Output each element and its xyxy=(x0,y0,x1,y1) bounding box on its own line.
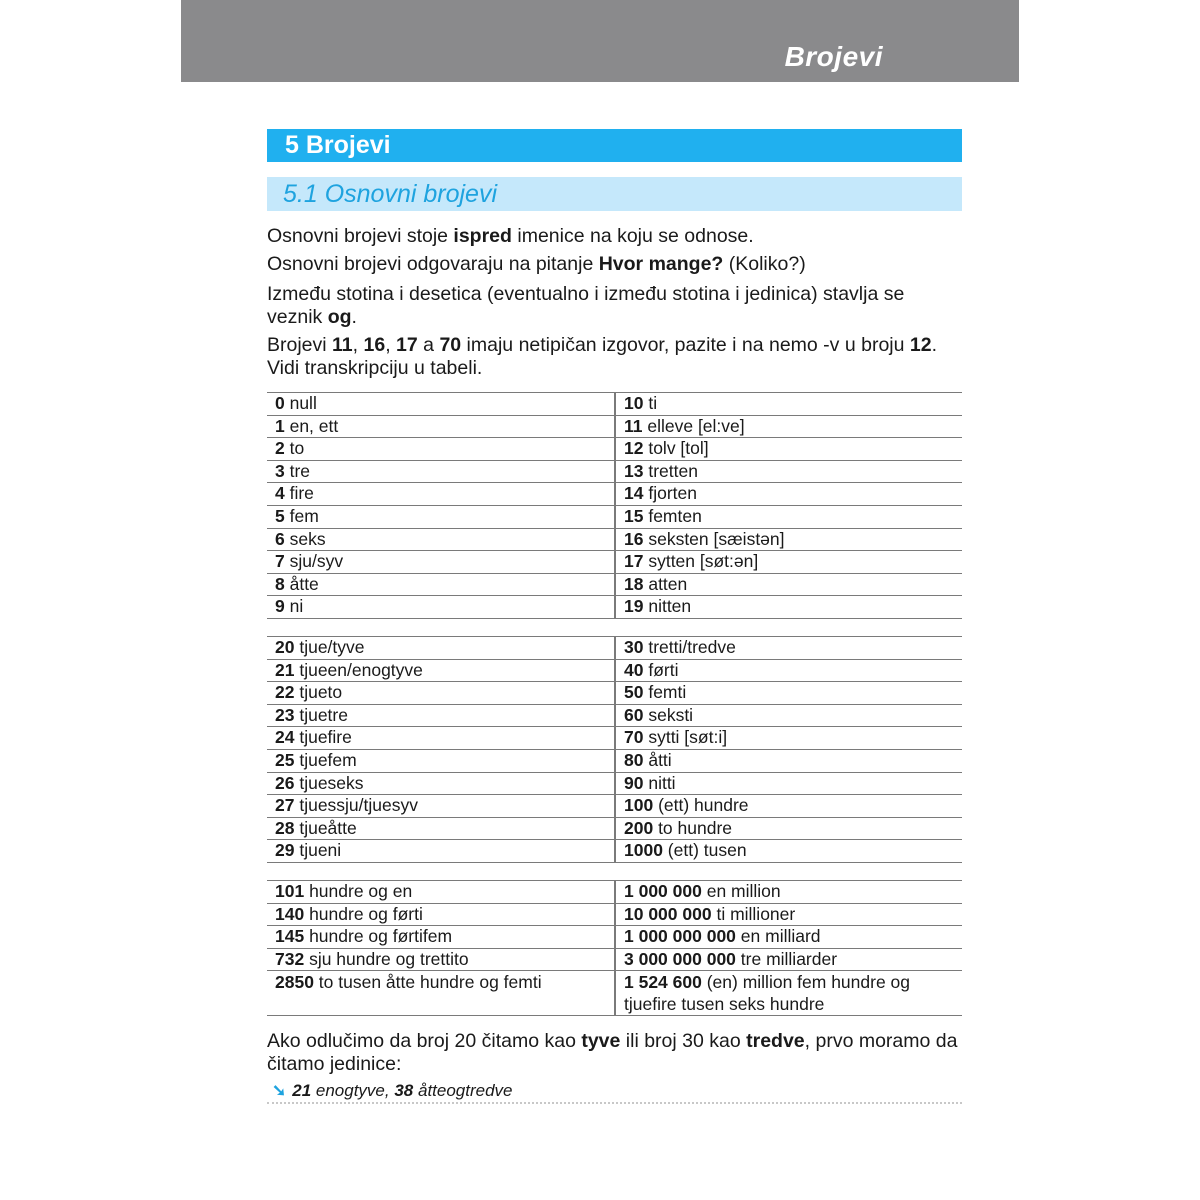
number-digits: 18 xyxy=(624,573,644,594)
number-digits: 12 xyxy=(624,438,644,459)
chapter-heading xyxy=(267,129,962,162)
number-word: hundre og førtifem xyxy=(304,926,453,947)
table-cell xyxy=(267,749,615,772)
table-row xyxy=(267,926,962,949)
numbers-table-20-1000 xyxy=(267,636,962,863)
number-word: sytti [søt:i] xyxy=(643,727,728,748)
number-digits: 8 xyxy=(275,573,285,594)
number-word: tjueto xyxy=(294,682,343,703)
number-digits: 7 xyxy=(275,551,285,572)
table-row xyxy=(267,682,962,705)
numbers-table-0-19 xyxy=(267,392,962,619)
table-cell xyxy=(615,573,962,596)
table-row xyxy=(267,727,962,750)
number-digits: 3 xyxy=(275,460,285,481)
number-digits: 11 xyxy=(624,415,643,436)
number-word: (en) million fem hundre og tjuefire tusen seks hundre xyxy=(624,972,911,1015)
paragraph-4: Brojevi 11, 16, 17 a 70 imaju netipičan izgovor, pazite i na nemo -v u broju 12. Vidi transkripciju u tabeli. xyxy=(267,334,938,379)
number-word: tjueåtte xyxy=(294,817,357,838)
number-digits: 1 524 600 xyxy=(624,972,702,993)
number-word: atten xyxy=(643,573,688,594)
table-row xyxy=(267,505,962,528)
number-digits: 22 xyxy=(275,682,295,703)
table-cell xyxy=(267,505,615,528)
number-word: tjuetre xyxy=(294,704,348,725)
number-digits: 1 000 000 000 xyxy=(624,926,736,947)
table-cell xyxy=(267,795,615,818)
table-cell xyxy=(267,659,615,682)
number-word: åtti xyxy=(643,749,672,770)
number-digits: 140 xyxy=(275,903,305,924)
table-cell xyxy=(615,817,962,840)
paragraph-1: Osnovni brojevi stoje ispred imenice na koju se odnose. xyxy=(267,225,754,247)
table-cell xyxy=(615,551,962,574)
number-word: tjueni xyxy=(294,840,342,861)
number-digits: 50 xyxy=(624,682,644,703)
table-row xyxy=(267,704,962,727)
dotted-divider xyxy=(267,1102,962,1104)
table-row xyxy=(267,438,962,461)
number-digits: 5 xyxy=(275,505,285,526)
table-cell xyxy=(615,903,962,926)
number-word: to hundre xyxy=(653,817,733,838)
number-word: førti xyxy=(643,659,679,680)
number-digits: 26 xyxy=(275,772,295,793)
table-cell xyxy=(267,596,615,619)
number-word: en million xyxy=(701,881,781,901)
table-cell xyxy=(615,415,962,438)
table-row xyxy=(267,573,962,596)
number-word: ti xyxy=(643,393,658,413)
table-row xyxy=(267,551,962,574)
table-cell xyxy=(615,659,962,682)
arrow-down-right-icon: ➘ xyxy=(272,1081,287,1100)
number-word: elleve [el:ve] xyxy=(642,415,745,436)
table-cell xyxy=(267,573,615,596)
table-row xyxy=(267,795,962,818)
number-digits: 17 xyxy=(624,551,644,572)
page-number: 43 xyxy=(1121,55,1140,74)
number-word: nitti xyxy=(643,772,676,793)
numbers-table-large xyxy=(267,880,962,1016)
table-cell xyxy=(267,903,615,926)
number-digits: 15 xyxy=(624,505,644,526)
number-digits: 14 xyxy=(624,483,644,504)
number-digits: 1 000 000 xyxy=(624,881,702,901)
table-cell xyxy=(267,438,615,461)
number-digits: 2850 xyxy=(275,972,314,993)
table-cell xyxy=(267,948,615,971)
number-digits: 21 xyxy=(275,659,295,680)
number-word: femti xyxy=(643,682,687,703)
number-digits: 13 xyxy=(624,460,644,481)
table-row xyxy=(267,840,962,863)
number-digits: 20 xyxy=(275,637,295,657)
table-cell xyxy=(615,596,962,619)
table-cell xyxy=(267,817,615,840)
table-cell xyxy=(615,637,962,660)
number-digits: 4 xyxy=(275,483,285,504)
number-word: åtte xyxy=(284,573,319,594)
number-digits: 27 xyxy=(275,795,295,816)
header-divider xyxy=(1092,52,1094,82)
number-word: sju/syv xyxy=(284,551,344,572)
table-cell xyxy=(615,840,962,863)
header-title: Brojevi xyxy=(784,41,883,72)
number-digits: 16 xyxy=(624,528,644,549)
number-digits: 6 xyxy=(275,528,285,549)
number-word: tre milliarder xyxy=(735,948,838,969)
table-cell xyxy=(267,528,615,551)
table-row xyxy=(267,528,962,551)
number-digits: 200 xyxy=(624,817,654,838)
number-digits: 1 xyxy=(275,415,285,436)
table-cell xyxy=(615,795,962,818)
number-digits: 25 xyxy=(275,749,295,770)
number-word: tjuessju/tjuesyv xyxy=(294,795,418,816)
number-digits: 3 000 000 000 xyxy=(624,948,736,969)
number-word: seksti xyxy=(643,704,694,725)
number-word: tjueen/enogtyve xyxy=(294,659,423,680)
number-digits: 10 000 000 xyxy=(624,903,712,924)
table-cell xyxy=(615,528,962,551)
number-word: tolv [tol] xyxy=(643,438,709,459)
number-digits: 90 xyxy=(624,772,644,793)
table-row xyxy=(267,881,962,904)
number-word: en, ett xyxy=(284,415,339,436)
table-row xyxy=(267,971,962,1016)
number-digits: 145 xyxy=(275,926,305,947)
table-row xyxy=(267,772,962,795)
table-cell xyxy=(267,971,615,1016)
number-word: tjuefire xyxy=(294,727,352,748)
number-word: nitten xyxy=(643,596,692,617)
table-cell xyxy=(267,637,615,660)
number-digits: 2 xyxy=(275,438,285,459)
number-word: null xyxy=(284,393,317,413)
number-digits: 101 xyxy=(275,881,305,901)
table-row xyxy=(267,659,962,682)
table-row xyxy=(267,415,962,438)
table-cell xyxy=(615,460,962,483)
table-row xyxy=(267,596,962,619)
table-cell xyxy=(267,704,615,727)
number-word: fire xyxy=(284,483,314,504)
number-digits: 30 xyxy=(624,637,644,657)
number-word: hundre og en xyxy=(304,881,413,901)
table-cell xyxy=(615,971,962,1016)
table-cell xyxy=(615,926,962,949)
table-cell xyxy=(615,881,962,904)
number-digits: 100 xyxy=(624,795,654,816)
table-cell xyxy=(615,393,962,416)
table-cell xyxy=(615,749,962,772)
table-row xyxy=(267,637,962,660)
table-cell xyxy=(267,393,615,416)
number-word: (ett) tusen xyxy=(662,840,747,861)
number-word: (ett) hundre xyxy=(653,795,749,816)
number-word: tre xyxy=(284,460,311,481)
table-row xyxy=(267,948,962,971)
section-heading xyxy=(267,177,962,211)
paragraph-5: Ako odlučimo da broj 20 čitamo kao tyve ili broj 30 kao tredve, prvo moramo da čitamo jedinice: xyxy=(267,1030,958,1075)
table-cell xyxy=(267,682,615,705)
number-word: tjuefem xyxy=(294,749,357,770)
table-cell xyxy=(267,840,615,863)
table-cell xyxy=(267,415,615,438)
number-word: seks xyxy=(284,528,326,549)
number-digits: 23 xyxy=(275,704,295,725)
number-word: fjorten xyxy=(643,483,697,504)
table-cell xyxy=(615,772,962,795)
table-cell xyxy=(267,727,615,750)
number-digits: 732 xyxy=(275,948,305,969)
table-cell xyxy=(267,926,615,949)
number-digits: 10 xyxy=(624,393,644,413)
table-row xyxy=(267,483,962,506)
table-cell xyxy=(267,551,615,574)
number-word: ni xyxy=(284,596,304,617)
table-cell xyxy=(615,704,962,727)
number-digits: 9 xyxy=(275,596,285,617)
number-word: seksten [sæistən] xyxy=(643,528,785,549)
paragraph-3: Između stotina i desetica (eventualno i između stotina i jedinica) stavlja se veznik og. xyxy=(267,283,905,328)
number-digits: 80 xyxy=(624,749,644,770)
table-cell xyxy=(267,460,615,483)
number-digits: 19 xyxy=(624,596,644,617)
table-cell xyxy=(267,483,615,506)
number-word: tretten xyxy=(643,460,698,481)
number-word: to xyxy=(284,438,305,459)
table-cell xyxy=(615,682,962,705)
table-row xyxy=(267,393,962,416)
number-word: en milliard xyxy=(735,926,821,947)
number-digits: 29 xyxy=(275,840,295,861)
number-digits: 28 xyxy=(275,817,295,838)
number-word: to tusen åtte hundre og femti xyxy=(313,972,542,993)
chapter-title: 5 Brojevi xyxy=(285,131,391,159)
number-word: ti millioner xyxy=(711,903,796,924)
example-line: ➘ 21 enogtyve, 38 åtteogtredve xyxy=(272,1081,513,1100)
table-cell xyxy=(615,505,962,528)
number-digits: 1000 xyxy=(624,840,663,861)
table-row xyxy=(267,817,962,840)
number-word: femten xyxy=(643,505,702,526)
number-digits: 40 xyxy=(624,659,644,680)
page-header xyxy=(181,0,1140,82)
number-word: sytten [søt:ən] xyxy=(643,551,759,572)
number-digits: 0 xyxy=(275,393,285,413)
section-title: 5.1 Osnovni brojevi xyxy=(283,180,498,208)
number-word: hundre og førti xyxy=(304,903,423,924)
number-word: tretti/tredve xyxy=(643,637,736,657)
number-word: tjue/tyve xyxy=(294,637,365,657)
table-cell xyxy=(615,483,962,506)
table-cell xyxy=(615,948,962,971)
number-word: fem xyxy=(284,505,319,526)
table-cell xyxy=(267,881,615,904)
number-digits: 70 xyxy=(624,727,644,748)
table-cell xyxy=(267,772,615,795)
table-row xyxy=(267,460,962,483)
number-word: sju hundre og trettito xyxy=(304,948,469,969)
table-cell xyxy=(615,438,962,461)
number-digits: 24 xyxy=(275,727,295,748)
paragraph-2: Osnovni brojevi odgovaraju na pitanje Hvor mange? (Koliko?) xyxy=(267,253,806,275)
number-digits: 60 xyxy=(624,704,644,725)
table-cell xyxy=(615,727,962,750)
table-row xyxy=(267,903,962,926)
number-word: tjueseks xyxy=(294,772,364,793)
table-row xyxy=(267,749,962,772)
